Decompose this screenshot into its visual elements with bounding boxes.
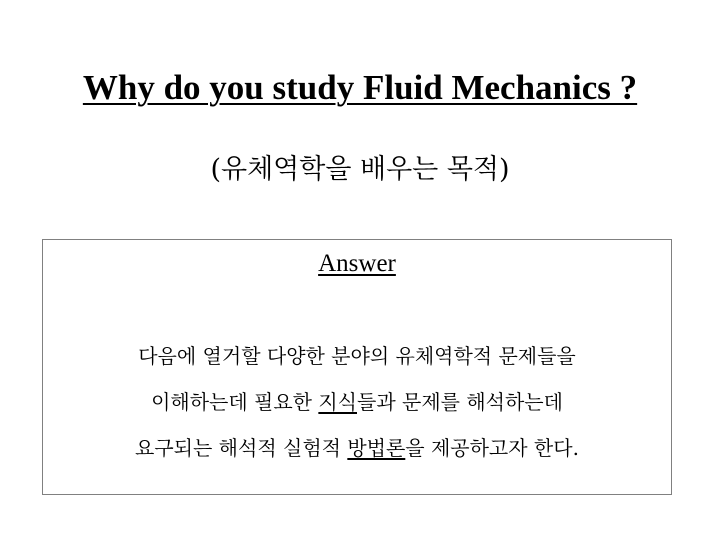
answer-heading: Answer	[318, 250, 396, 277]
answer-line-2-text-a: 이해하는데 필요한	[151, 390, 319, 414]
answer-line-3-text-a: 요구되는 해석적 실험적	[135, 436, 348, 460]
answer-body	[43, 333, 671, 471]
underlined-term-knowledge: 지식	[318, 390, 357, 414]
underlined-term-methodology: 방법론	[347, 436, 406, 460]
answer-line-2	[43, 379, 671, 425]
answer-line-3-text-c: 을 제공하고자 한다.	[405, 436, 579, 460]
answer-line-1: 다음에 열거할 다양한 분야의 유체역학적 문제들을	[138, 344, 576, 368]
slide-subtitle: (유체역학을 배우는 목적)	[210, 154, 510, 185]
answer-line-3	[43, 425, 671, 471]
answer-line-2-text-c: 들과 문제를 해석하는데	[357, 390, 563, 414]
answer-box	[42, 239, 672, 495]
slide-title: Why do you study Fluid Mechanics ?	[82, 68, 638, 107]
